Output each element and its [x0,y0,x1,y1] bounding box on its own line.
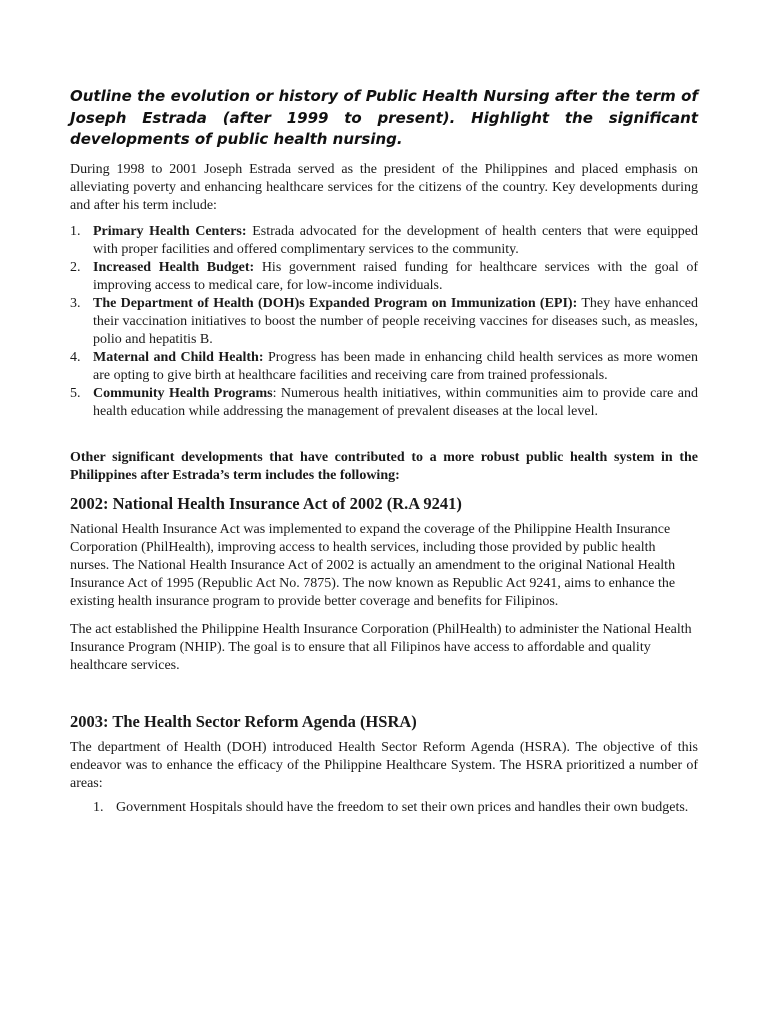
list-item: 3. The Department of Health (DOH)s Expanded Program on Immunization (EPI): They have enhanced their vaccination initiatives to boost the number of people receiving vaccines for diseases such, as measles, polio and hepatitis B. [70,295,698,347]
list-item: 1. Government Hospitals should have the freedom to set their own prices and handles their own budgets. [93,799,689,815]
question-title: Outline the evolution or history of Public Health Nursing after the term of Joseph Estrada (after 1999 to present). Highlight the significant developments of public health nursing. [70,87,698,148]
other-developments-heading: Other significant developments that have contributed to a more robust public health system in the Philippines after Estrada’s term includes the following: [70,449,698,483]
section-paragraph: The department of Health (DOH) introduced Health Sector Reform Agenda (HSRA). The objective of this endeavor was to enhance the efficacy of the Philippine Healthcare System. The HSRA prioritized a number of areas: [70,739,698,791]
list-item: 4. Maternal and Child Health: Progress has been made in enhancing child health services as more women are opting to give birth at healthcare facilities and receiving care from trained professionals. [70,349,698,383]
section-2003 [70,711,698,817]
section-2002 [70,493,698,675]
hsra-priorities-list [70,799,698,817]
list-item: 5. Community Health Programs: Numerous health initiatives, within communities aim to provide care and health education while addressing the management of prevalent diseases at the local level. [70,385,699,419]
section-heading: 2002: National Health Insurance Act of 2002 (R.A 9241) [70,493,462,513]
document-body [70,86,698,817]
intro-paragraph: During 1998 to 2001 Joseph Estrada served as the president of the Philippines and placed emphasis on alleviating poverty and enhancing healthcare services for the citizens of the country. Key developments during and after his term include: [70,161,698,213]
key-developments-list [70,223,698,421]
section-paragraph: The act established the Philippine Health Insurance Corporation (PhilHealth) to administer the National Health Insurance Program (NHIP). The goal is to ensure that all Filipinos have access to affordable and quality healthcare services. [70,621,692,673]
list-item: 1. Primary Health Centers: Estrada advocated for the development of health centers that were equipped with proper facilities and offered complimentary services to the community. [70,223,699,257]
section-heading: 2003: The Health Sector Reform Agenda (HSRA) [70,711,417,731]
list-item: 2. Increased Health Budget: His government raised funding for healthcare services with the goal of improving access to medical care, for low-income individuals. [70,259,698,293]
section-paragraph: National Health Insurance Act was implemented to expand the coverage of the Philippine Health Insurance Corporation (PhilHealth), improving access to health services, including those provided by public health nurses. The National Health Insurance Act of 2002 is actually an amendment to the original National Health Insurance Act of 1995 (Republic Act No. 7875). The now known as Republic Act 9241, aims to enhance the existing health insurance program to provide better coverage and benefits for Filipinos. [70,521,676,609]
